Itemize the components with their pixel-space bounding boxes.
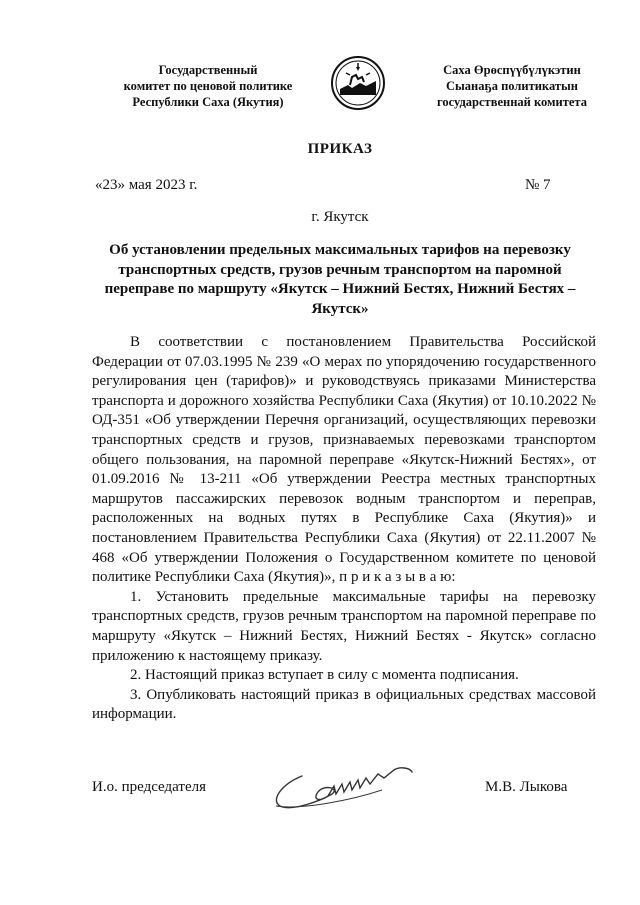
document-body (92, 333, 596, 725)
issuer-yakut-line-3: государственнай комитета (437, 95, 587, 109)
issuer-line-2: комитет по ценовой политике (123, 79, 293, 93)
document-subject: Об установлении предельных максимальных тарифов на перевозку транспортных средств, грузов речным транспортом на паромной переправе по маршруту «Якутск – Нижний Бестях, Нижний Бестях – Якутск» (104, 242, 576, 317)
issuer-line-3: Республики Саха (Якутия) (132, 95, 284, 109)
signatory-name: М.В. Лыкова (485, 779, 568, 795)
coat-of-arms-emblem-icon (330, 55, 386, 111)
body-paragraph-item-3: 3. Опубликовать настоящий приказ в официальных средствах массовой информации. (92, 686, 596, 723)
document-title: ПРИКАЗ (307, 141, 373, 157)
issuer-line-1: Государственный (158, 63, 258, 77)
issuer-name-yakut (412, 62, 612, 110)
body-paragraph-item-1: 1. Установить предельные максимальные тарифы на перевозку транспортных средств, грузов речным транспортом на паромной переправе по маршруту «Якутск – Нижний Бестях, Нижний Бестях - Якутск» согласно приложению к настоящему приказу. (92, 588, 596, 664)
document-number: № 7 (525, 177, 551, 193)
handwritten-signature-icon (262, 756, 422, 818)
issuer-yakut-line-2: Сыанаҕа политикатын (446, 79, 578, 93)
body-paragraph-item-2: 2. Настоящий приказ вступает в силу с момента подписания. (130, 667, 519, 684)
issuer-name-russian (108, 62, 308, 110)
issuer-yakut-line-1: Саха Өрөспүүбүлүкэтин (443, 63, 581, 77)
body-paragraph-preamble: В соответствии с постановлением Правительства Российской Федерации от 07.03.1995 № 239 «О мерах по упорядочению государственного регулирования цен (тарифов)» и руководствуясь приказами Министерства транспорта и дорожного хозяйства Республики Саха (Якутия) от 10.10.2022 № ОД-351 «Об утверждении Перечня организаций, осуществляющих перевозки транспортных средств и грузов, признаваемых перевозками транспортом общего пользования, на паромной переправе «Якутск-Нижний Бестях», от 01.09.2016 № 13-211 «Об утверждении Реестра местных транспортных маршрутов пассажирских перевозок водным транспортом и переправ, расположенных на водных путях в Республике Саха (Якутия)» и постановлением Правительства Республики Саха (Якутия) от 22.11.2007 № 468 «Об утверждении Положения о Государственном комитете по ценовой политике Республики Саха (Якутия)», п р и к а з ы в а ю: (92, 334, 596, 586)
document-city: г. Якутск (311, 209, 369, 225)
document-date: «23» мая 2023 г. (95, 177, 198, 193)
signatory-role: И.о. председателя (92, 779, 207, 795)
